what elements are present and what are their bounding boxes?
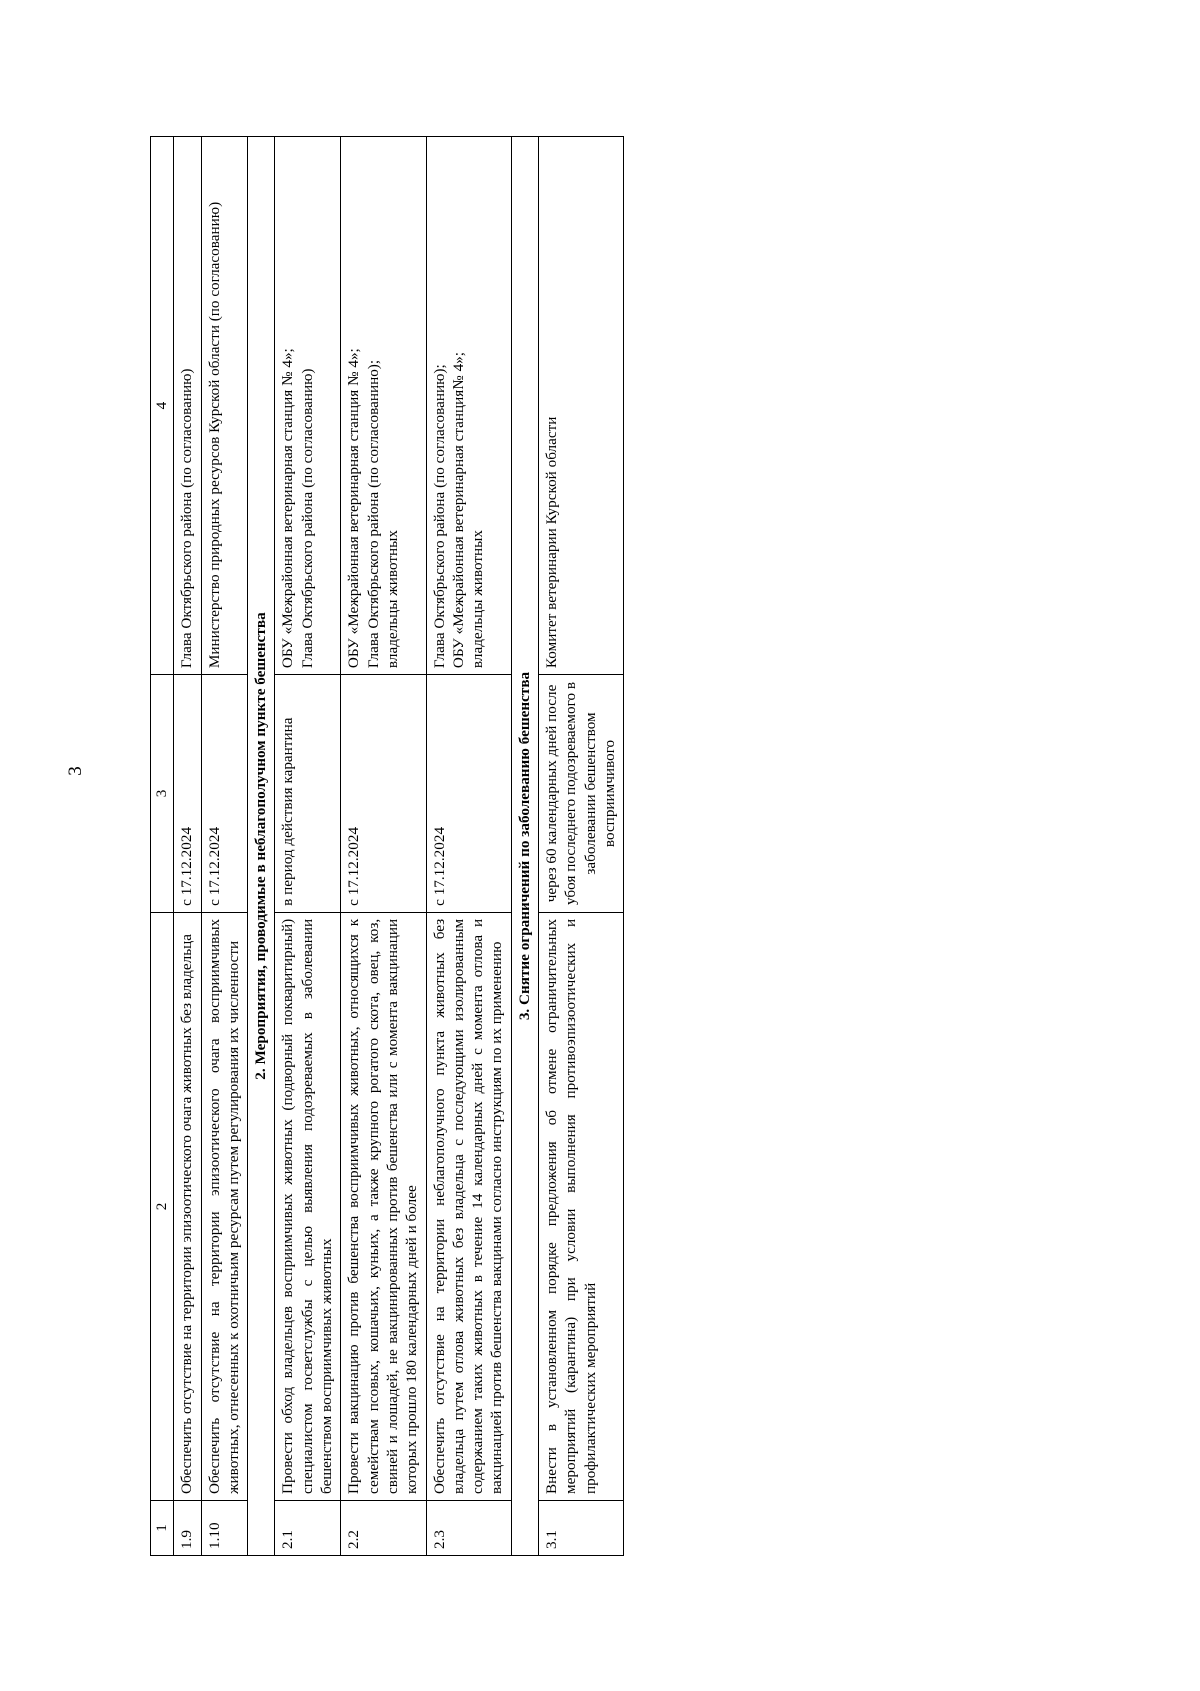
row-number: 2.2 [341, 1500, 426, 1555]
row-measure: Провести вакцинацию против бешенства восприимчивых животных, относящихся к семействам псовых, кошачьих, куньих, а также крупного рогатого скота, овец, коз, свиней и лошадей, не вакцинированных против бешенства или с момента вакцинации которых прошло 180 календарных дней и более [341, 912, 426, 1500]
row-term: через 60 календарных дней после убоя последнего подозреваемого в заболевании бешенством восприимчивого [539, 674, 624, 912]
column-header-2: 2 [151, 912, 174, 1500]
table-row [341, 136, 426, 1555]
row-number: 1.10 [201, 1500, 248, 1555]
table-body [151, 136, 624, 1555]
section-title: 3. Снятие ограничений по заболеванию бешенства [511, 136, 538, 1555]
row-responsible: Глава Октябрьского района (по согласованию); ОБУ «Межрайонная ветеринарная станция№ 4»; владельцы животных [426, 136, 511, 674]
section-title: 2. Мероприятия, проводимые в неблагополучном пункте бешенства [248, 136, 275, 1555]
rotated-content [150, 96, 1050, 1596]
row-number: 3.1 [539, 1500, 624, 1555]
row-measure: Обеспечить отсутствие на территории неблагополучного пункта животных без владельца путем отлова животных без владельца с последующими изолированным содержанием таких животных в течение 14 календарных дней с момента отлова и вакцинацией против бешенства вакцинами согласно инструкциям по их применению [426, 912, 511, 1500]
table-row [539, 136, 624, 1555]
row-number: 2.1 [275, 1500, 341, 1555]
row-term: с 17.12.2024 [174, 674, 201, 912]
section-heading-row [511, 136, 538, 1555]
row-responsible: Комитет ветеринарии Курской области [539, 136, 624, 674]
row-measure: Обеспечить отсутствие на территории эпизоотического очага животных без владельца [174, 912, 201, 1500]
row-term: в период действия карантина [275, 674, 341, 912]
row-measure: Провести обход владельцев восприимчивых животных (подворный покваритирный) специалистом госветслужбы с целью выявления подозреваемых в заболевании бешенством восприимчивых животных [275, 912, 341, 1500]
table-column-header-row [151, 136, 174, 1555]
table-row [426, 136, 511, 1555]
row-measure: Обеспечить отсутствие на территории эпизоотического очага восприимчивых животных, отнесенных к охотничьим ресурсам путем регулирования их численности [201, 912, 248, 1500]
row-term: с 17.12.2024 [341, 674, 426, 912]
row-responsible: ОБУ «Межрайонная ветеринарная станция № 4»; Глава Октябрьского района (по согласованино); владельцы животных [341, 136, 426, 674]
row-term: с 17.12.2024 [426, 674, 511, 912]
page-number: 3 [65, 766, 86, 776]
measures-table [150, 136, 624, 1556]
column-header-4: 4 [151, 136, 174, 674]
row-measure: Внести в установленном порядке предложения об отмене ограничительных мероприятий (карантина) при условии выполнения противоэпизоотических и профилактических мероприятий [539, 912, 624, 1500]
row-term: с 17.12.2024 [201, 674, 248, 912]
row-responsible: ОБУ «Межрайонная ветеринарная станция № 4»; Глава Октябрьского района (по согласованию) [275, 136, 341, 674]
column-header-3: 3 [151, 674, 174, 912]
section-heading-row [248, 136, 275, 1555]
row-responsible: Глава Октябрьского района (по согласованию) [174, 136, 201, 674]
column-header-1: 1 [151, 1500, 174, 1555]
table-row [174, 136, 201, 1555]
row-number: 1.9 [174, 1500, 201, 1555]
row-number: 2.3 [426, 1500, 511, 1555]
row-responsible: Министерство природных ресурсов Курской области (по согласованию) [201, 136, 248, 674]
table-row [201, 136, 248, 1555]
table-row [275, 136, 341, 1555]
